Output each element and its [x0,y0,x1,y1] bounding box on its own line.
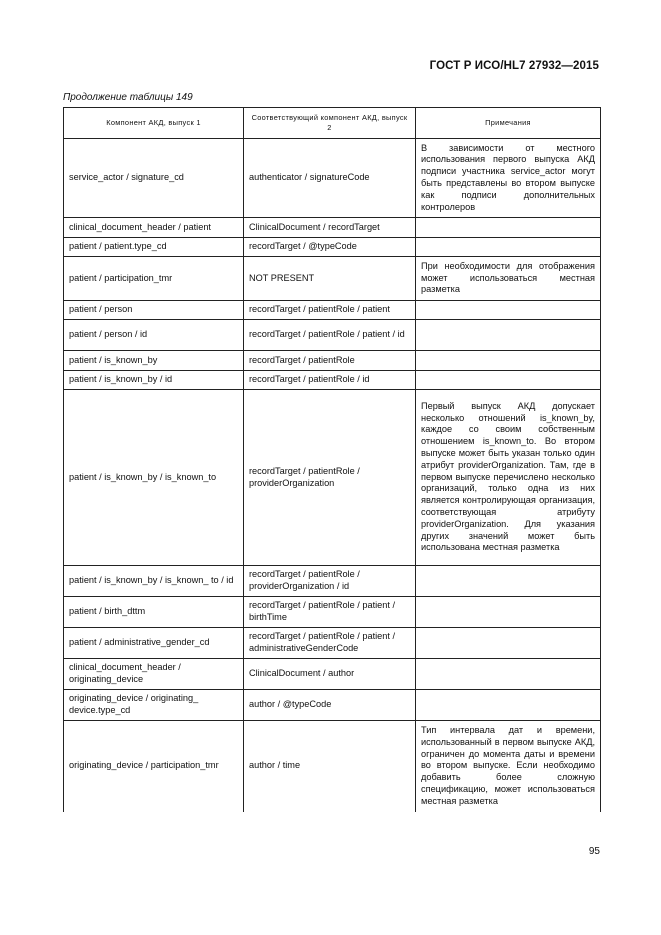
release1-cell: clinical_document_header / patient [64,218,244,238]
table-row [64,690,601,721]
release1-cell: patient / is_known_by / is_known_to [64,390,244,566]
table-row [64,628,601,659]
release1-cell: patient / person / id [64,320,244,351]
release1-cell: originating_device / participation_tmr [64,721,244,812]
table-row [64,257,601,301]
release2-cell: recordTarget / patientRole / patient [244,301,416,320]
mapping-table [63,107,601,812]
column-header: Соответствующий компонент АКД, выпуск 2 [244,108,416,139]
release2-cell: recordTarget / patientRole / providerOrganization / id [244,566,416,597]
release2-cell: recordTarget / patientRole / patient / id [244,320,416,351]
release2-cell: recordTarget / patientRole / patient / administrativeGenderCode [244,628,416,659]
note-cell: В зависимости от местного использования первого выпуска АКД подписи участника service_actor могут быть представлены во втором выпуске как подписи дополнительных контролеров [416,139,601,218]
release1-cell: clinical_document_header / originating_device [64,659,244,690]
release2-cell: ClinicalDocument / author [244,659,416,690]
release1-cell: patient / administrative_gender_cd [64,628,244,659]
table-row [64,659,601,690]
column-header: Компонент АКД, выпуск 1 [64,108,244,139]
release1-cell: patient / is_known_by / is_known_ to / id [64,566,244,597]
column-header: Примечания [416,108,601,139]
table-row [64,301,601,320]
table-row [64,139,601,218]
note-cell [416,320,601,351]
release2-cell: author / time [244,721,416,812]
note-cell: При необходимости для отображения может использоваться местная разметка [416,257,601,301]
note-cell [416,301,601,320]
standard-header: ГОСТ Р ИСО/HL7 27932—2015 [429,60,599,72]
table-header-row [64,108,601,139]
table-row [64,238,601,257]
table-row [64,566,601,597]
release1-cell: patient / birth_dttm [64,597,244,628]
release1-cell: patient / participation_tmr [64,257,244,301]
release1-cell: patient / is_known_by [64,351,244,371]
note-cell [416,218,601,238]
note-cell [416,628,601,659]
table-row [64,390,601,566]
release1-cell: originating_device / originating_ device.type_cd [64,690,244,721]
release2-cell: recordTarget / patientRole [244,351,416,371]
note-cell [416,597,601,628]
note-cell [416,690,601,721]
release2-cell: recordTarget / @typeCode [244,238,416,257]
table-row [64,320,601,351]
release1-cell: service_actor / signature_cd [64,139,244,218]
release1-cell: patient / patient.type_cd [64,238,244,257]
table-caption: Продолжение таблицы 149 [63,92,193,103]
note-cell [416,659,601,690]
release2-cell: recordTarget / patientRole / id [244,371,416,390]
release2-cell: recordTarget / patientRole / patient / birthTime [244,597,416,628]
note-cell [416,351,601,371]
release1-cell: patient / person [64,301,244,320]
note-cell [416,238,601,257]
table-row [64,721,601,812]
release2-cell: NOT PRESENT [244,257,416,301]
note-cell [416,566,601,597]
release2-cell: author / @typeCode [244,690,416,721]
release2-cell: ClinicalDocument / recordTarget [244,218,416,238]
table-row [64,597,601,628]
release1-cell: patient / is_known_by / id [64,371,244,390]
note-cell: Первый выпуск АКД допускает несколько отношений is_known_by, каждое со своим собственным отношением is_known_to. Во втором выпуске может быть указан только один атрибут providerOrganization. Там, где в первом выпуске перечислено несколько организаций, только одна из них является контролирующая организация, соответствующая атрибуту providerOrganization. Для указания других значений может быть использована местная разметка [416,390,601,566]
note-cell [416,371,601,390]
table-row [64,218,601,238]
release2-cell: recordTarget / patientRole / providerOrganization [244,390,416,566]
table-row [64,371,601,390]
table-row [64,351,601,371]
release2-cell: authenticator / signatureCode [244,139,416,218]
note-cell: Тип интервала дат и времени, использованный в первом выпуске АКД, ограничен до момента даты и времени во втором выпуске. Если необходимо добавить более сложную спецификацию, может использоваться местная разметка [416,721,601,812]
page-number: 95 [588,846,600,857]
